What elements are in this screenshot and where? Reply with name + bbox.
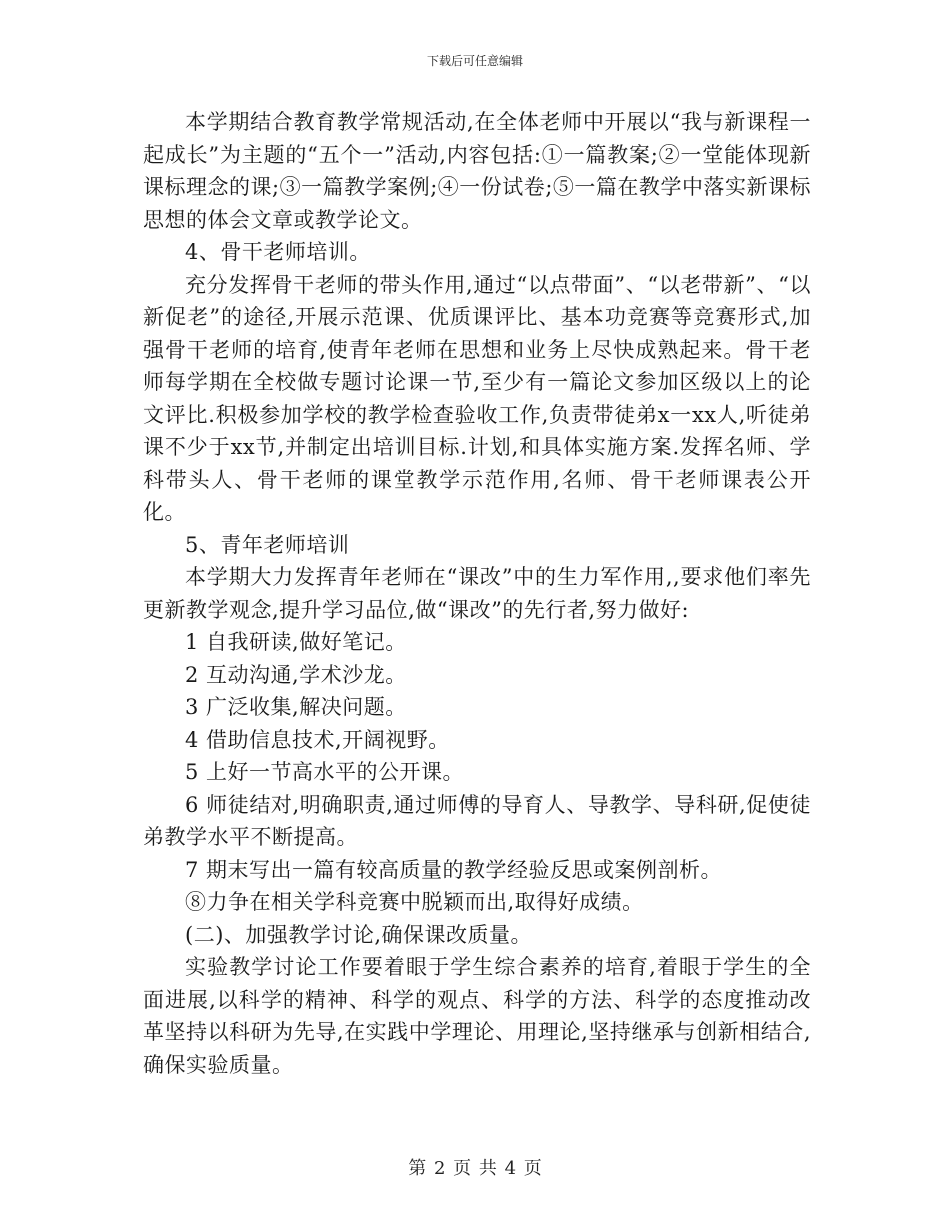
heading-backbone-teacher-training: 4、骨干老师培训。 — [185, 240, 371, 264]
paragraph-backbone-teachers: 充分发挥骨干老师的带头作用,通过“以点带面”、“以老带新”、“以新促老”的途径,开展示范课、优质课评比、基本功竞赛等竞赛形式,加强骨干老师的培育,使青年老师在思想和业务上尽快成熟起来。骨干老师每学期在全校做专题讨论课一节,至少有一篇论文参加区级以上的论文评比.积极参加学校的教学检查验收工作,负责带徒弟x一xx人,听徒弟课不少于xx节,并制定出培训目标.计划,和具体实施方案.发挥名师、学科带头人、骨干老师的课堂教学示范作用,名师、骨干老师课表公开化。 — [143, 272, 811, 524]
list-item: ⑧力争在相关学科竞赛中脱颖而出,取得好成绩。 — [185, 890, 644, 914]
list-item: 7 期末写出一篇有较高质量的教学经验反思或案例剖析。 — [185, 857, 723, 882]
list-item: 5 上好一节高水平的公开课。 — [185, 760, 465, 784]
heading-strengthen-research: (二)、加强教学讨论,确保课改质量。 — [185, 922, 533, 947]
list-item: 4 借助信息技术,开阔视野。 — [185, 727, 450, 752]
list-item: 1 自我研读,做好笔记。 — [185, 630, 407, 654]
paragraph-young-teachers: 本学期大力发挥青年老师在“课改”中的生力军作用,,要求他们率先更新教学观念,提升学习品位,做“课改”的先行者,努力做好: — [143, 565, 811, 622]
page-header: 下载后可任意编辑 — [426, 54, 523, 68]
document-body — [143, 106, 811, 1081]
list-item: 6 师徒结对,明确职责,通过师傅的导育人、导教学、导科研,促使徒弟教学水平不断提高。 — [143, 792, 811, 849]
heading-young-teacher-training: 5、青年老师培训 — [185, 532, 350, 557]
page-number-footer: 第 2 页 共 4 页 — [408, 1158, 542, 1179]
paragraph-five-ones: 本学期结合教育教学常规活动,在全体老师中开展以“我与新课程一起成长”为主题的“五个一”活动,内容包括:①一篇教案;②一堂能体现新课标理念的课;③一篇教学案例;④一份试卷;⑤一篇在教学中落实新课标思想的体会文章或教学论文。 — [143, 110, 811, 232]
paragraph-experimental-research: 实验教学讨论工作要着眼于学生综合素养的培育,着眼于学生的全面进展,以科学的精神、科学的观点、科学的方法、科学的态度推动改革坚持以科研为先导,在实践中学理论、用理论,坚持继承与创新相结合,确保实验质量。 — [143, 955, 811, 1077]
list-item: 3 广泛收集,解决问题。 — [185, 695, 407, 719]
list-item: 2 互动沟通,学术沙龙。 — [185, 662, 407, 687]
